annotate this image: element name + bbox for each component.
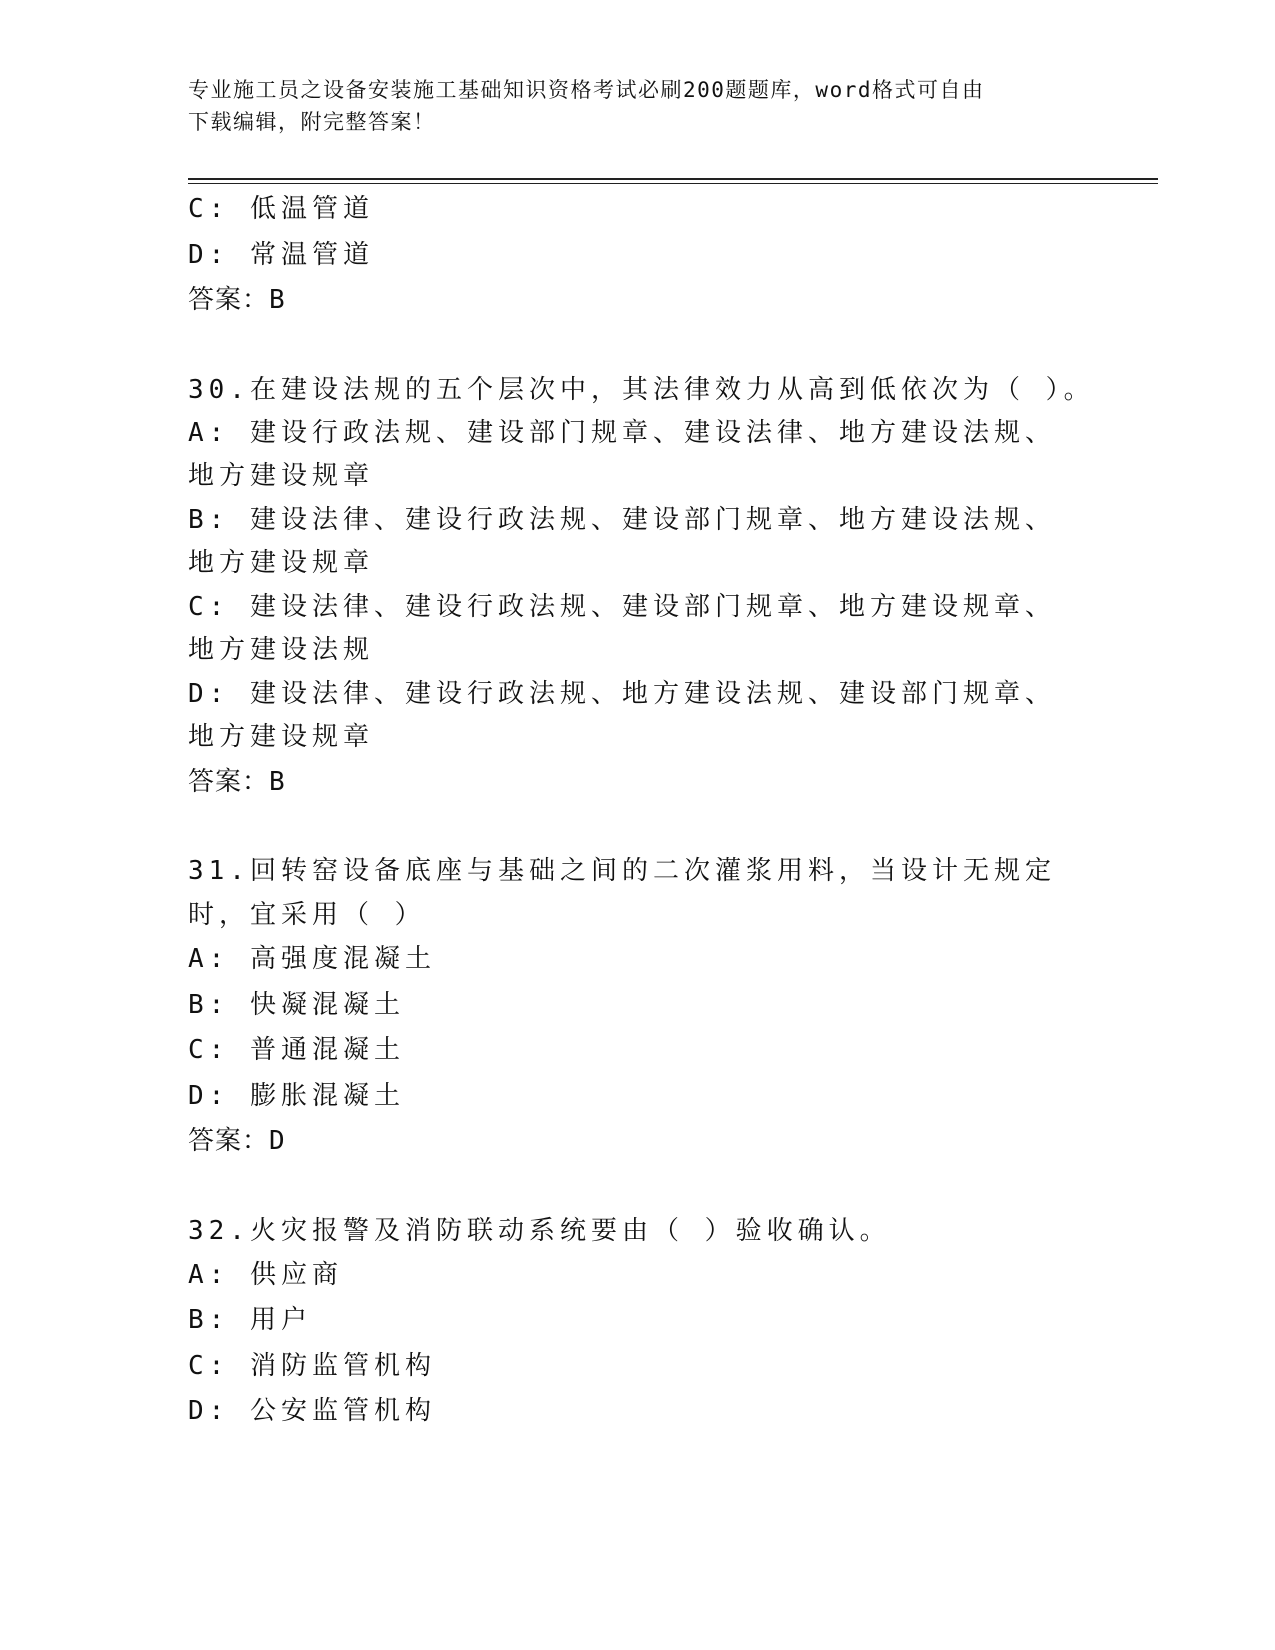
answer-line: 答案：B [188, 766, 286, 797]
option-a: A: 建设行政法规、建设部门规章、建设法律、地方建设法规、地方建设规章 [188, 417, 1056, 491]
header-line-1: 专业施工员之设备安装施工基础知识资格考试必刷200题题库，word格式可自由 [188, 78, 985, 102]
question-stem: 32.火灾报警及消防联动系统要由（ ）验收确认。 [188, 1215, 891, 1246]
header-divider-thin [188, 183, 1158, 184]
previous-question-tail [188, 187, 1088, 324]
option-d: D: 建设法律、建设行政法规、地方建设法规、建设部门规章、地方建设规章 [188, 678, 1056, 752]
question-stem: 30.在建设法规的五个层次中，其法律效力从高到低依次为（ ）。 [188, 374, 1095, 405]
option-a: A: 供应商 [188, 1259, 343, 1290]
header-line-2: 下载编辑，附完整答案！ [188, 110, 436, 134]
answer-line: 答案：B [188, 285, 286, 315]
option-c: C: 建设法律、建设行政法规、建设部门规章、地方建设规章、地方建设法规 [188, 591, 1056, 665]
question-30 [188, 369, 1095, 806]
option-d: D: 膨胀混凝土 [188, 1080, 405, 1111]
answer-line: 答案：D [188, 1126, 286, 1156]
document-header [188, 74, 1068, 138]
option-b: B: 用户 [188, 1305, 312, 1335]
header-divider-thick [188, 178, 1158, 180]
question-stem: 31.回转窑设备底座与基础之间的二次灌浆用料，当设计无规定时，宜采用（ ） [188, 856, 1056, 930]
question-list [188, 187, 1095, 1435]
option-c: C: 普通混凝土 [188, 1035, 405, 1065]
question-31 [188, 850, 1088, 1165]
option-d: D: 常温管道 [188, 239, 374, 270]
option-c: C: 低温管道 [188, 194, 374, 224]
question-32 [188, 1210, 1088, 1435]
option-b: B: 快凝混凝土 [188, 989, 405, 1020]
option-c: C: 消防监管机构 [188, 1350, 436, 1381]
option-a: A: 高强度混凝土 [188, 944, 436, 974]
option-b: B: 建设法律、建设行政法规、建设部门规章、地方建设法规、地方建设规章 [188, 504, 1056, 578]
option-d: D: 公安监管机构 [188, 1396, 436, 1426]
